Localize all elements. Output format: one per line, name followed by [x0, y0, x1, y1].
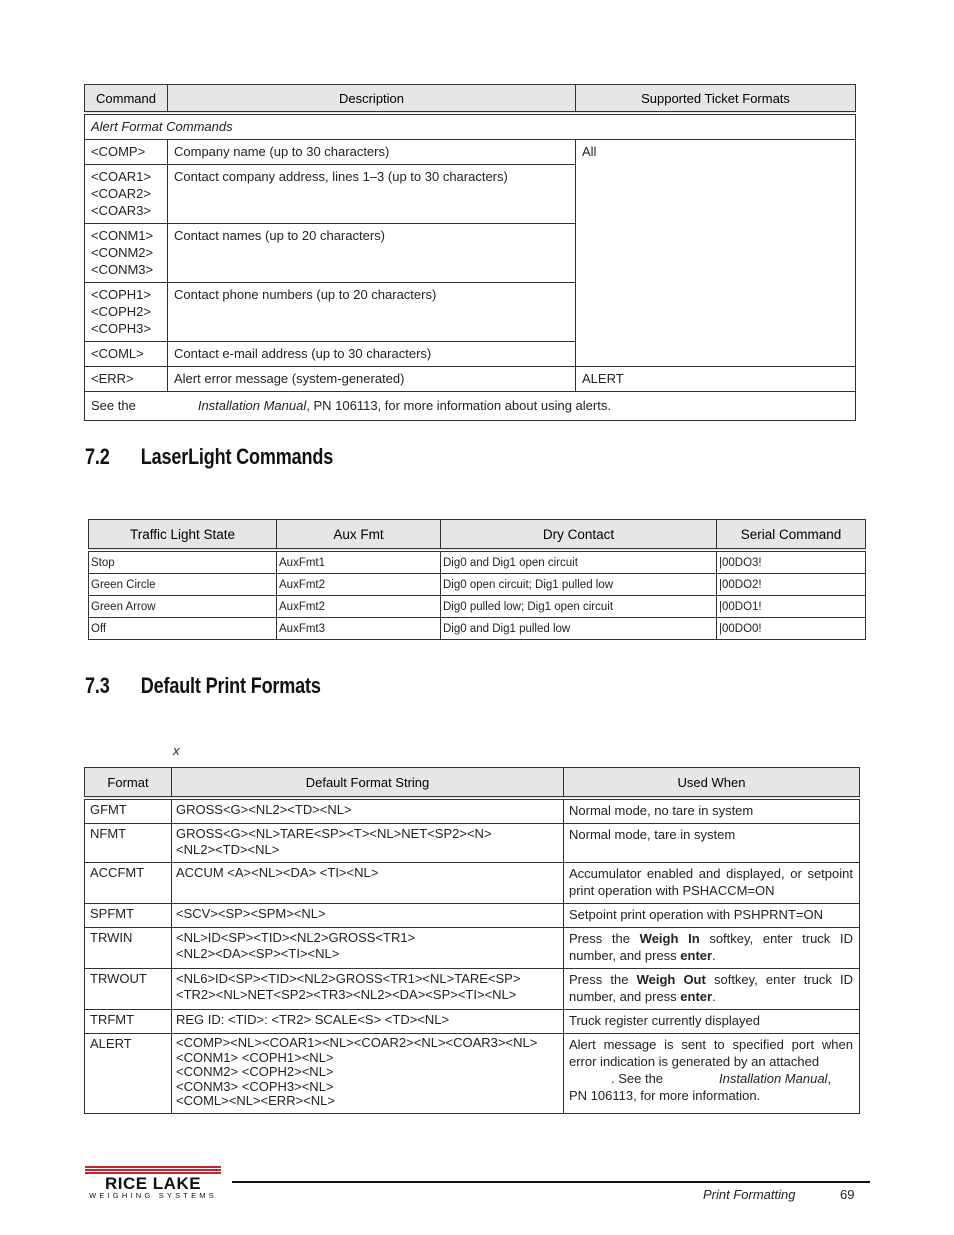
- command-cell: <CONM1> <CONM2> <CONM3>: [85, 224, 168, 283]
- traffic-state-cell: Green Circle: [89, 574, 277, 596]
- format-cell: GFMT: [85, 798, 172, 824]
- table-row: [85, 1010, 860, 1034]
- description-cell: Contact company address, lines 1–3 (up to 30 characters): [168, 165, 576, 224]
- description-cell: Alert error message (system-generated): [168, 367, 576, 392]
- table-row: [89, 618, 866, 640]
- dry-contact-cell: Dig0 open circuit; Dig1 pulled low: [441, 574, 717, 596]
- traffic-state-cell: Stop: [89, 550, 277, 574]
- format-cell: TRWIN: [85, 928, 172, 969]
- description-cell: Company name (up to 30 characters): [168, 140, 576, 165]
- table-row: [85, 904, 860, 928]
- format-string-cell: <SCV><SP><SPM><NL>: [172, 904, 564, 928]
- table-row: [85, 969, 860, 1010]
- column-header: Supported Ticket Formats: [576, 85, 856, 114]
- key-name: enter: [680, 989, 713, 1004]
- used-text: Press the: [569, 931, 640, 946]
- aux-fmt-cell: AuxFmt2: [277, 574, 441, 596]
- used-text: softkey, enter truck ID number, and press: [569, 931, 853, 963]
- used-when-cell: [564, 928, 860, 969]
- format-cell: SPFMT: [85, 904, 172, 928]
- format-cell: ACCFMT: [85, 863, 172, 904]
- used-when-cell: [564, 969, 860, 1010]
- traffic-state-cell: Green Arrow: [89, 596, 277, 618]
- table-row: [85, 367, 856, 392]
- section-title: LaserLight Commands: [140, 444, 334, 469]
- column-header: Format: [85, 768, 172, 799]
- serial-command-cell: |00DO3!: [717, 550, 866, 574]
- used-text: Press the: [569, 972, 637, 987]
- note-cell: [85, 392, 856, 421]
- format-cell: TRFMT: [85, 1010, 172, 1034]
- formats-cell: ALERT: [576, 367, 856, 392]
- used-text: softkey, enter truck ID number, and press: [569, 972, 853, 1004]
- table-row: [89, 596, 866, 618]
- table-row: [85, 798, 860, 824]
- column-header: Aux Fmt: [277, 520, 441, 551]
- manual-title: Installation Manual: [197, 398, 307, 413]
- table-row: [89, 574, 866, 596]
- used-when-cell: Truck register currently displayed: [564, 1010, 860, 1034]
- section-number: 7.3: [85, 673, 110, 698]
- column-header: Command: [85, 85, 168, 114]
- section-heading-7-2: [85, 444, 333, 470]
- dry-contact-cell: Dig0 and Dig1 open circuit: [441, 550, 717, 574]
- table-row: [85, 824, 860, 863]
- key-name: enter: [680, 948, 713, 963]
- command-cell: <COMP>: [85, 140, 168, 165]
- formats-cell: All: [576, 140, 856, 367]
- logo-stripe: [85, 1169, 221, 1171]
- logo-stripe: [85, 1166, 221, 1168]
- logo-text: RICE LAKE: [104, 1174, 202, 1193]
- format-string-cell: <COMP><NL><COAR1><NL><COAR2><NL><COAR3><NL> <CONM1> <COPH1><NL> <CONM2> <COPH2><NL> <CONM3> <COPH3><NL> <COML><NL><ERR><NL>: [172, 1034, 564, 1114]
- column-header: Description: [168, 85, 576, 114]
- description-cell: Contact names (up to 20 characters): [168, 224, 576, 283]
- used-text: PN 106113, for more information.: [569, 1088, 761, 1103]
- used-when-cell: Setpoint print operation with PSHPRNT=ON: [564, 904, 860, 928]
- softkey-name: Weigh Out: [636, 972, 706, 987]
- column-header: Dry Contact: [441, 520, 717, 551]
- column-header: Default Format String: [172, 768, 564, 799]
- format-string-cell: REG ID: <TID>: <TR2> SCALE<S> <TD><NL>: [172, 1010, 564, 1034]
- rice-lake-logo: [85, 1166, 221, 1200]
- aux-fmt-cell: AuxFmt3: [277, 618, 441, 640]
- softkey-name: Weigh In: [639, 931, 700, 946]
- footer-section-title: Print Formatting: [703, 1187, 796, 1202]
- dry-contact-cell: Dig0 and Dig1 pulled low: [441, 618, 717, 640]
- serial-command-cell: |00DO1!: [717, 596, 866, 618]
- table-row: [85, 140, 856, 165]
- format-string-cell: ACCUM <A><NL><DA> <TI><NL>: [172, 863, 564, 904]
- serial-command-cell: |00DO2!: [717, 574, 866, 596]
- used-when-cell: Normal mode, no tare in system: [564, 798, 860, 824]
- format-string-cell: <NL6>ID<SP><TID><NL2>GROSS<TR1><NL>TARE<SP> <TR2><NL>NET<SP2><TR3><NL2><DA><SP><TI><NL>: [172, 969, 564, 1010]
- table-row: [89, 550, 866, 574]
- aux-fmt-cell: AuxFmt2: [277, 596, 441, 618]
- used-text: Alert message is sent to specified port when error indication is generated by an attached: [569, 1037, 853, 1069]
- manual-title: Installation Manual: [719, 1071, 828, 1086]
- section-number: 7.2: [85, 444, 110, 469]
- aux-fmt-cell: AuxFmt1: [277, 550, 441, 574]
- format-string-cell: GROSS<G><NL2><TD><NL>: [172, 798, 564, 824]
- traffic-state-cell: Off: [89, 618, 277, 640]
- default-formats-table: [84, 767, 860, 1114]
- table-header-row: [85, 768, 860, 799]
- table-header-row: [85, 85, 856, 114]
- used-text: .: [712, 948, 716, 963]
- format-string-cell: <NL>ID<SP><TID><NL2>GROSS<TR1> <NL2><DA><SP><TI><NL>: [172, 928, 564, 969]
- table-row: [85, 1034, 860, 1114]
- format-cell: TRWOUT: [85, 969, 172, 1010]
- page-number: 69: [840, 1187, 855, 1202]
- command-cell: <COPH1> <COPH2> <COPH3>: [85, 283, 168, 342]
- table-row: [85, 863, 860, 904]
- serial-command-cell: |00DO0!: [717, 618, 866, 640]
- command-cell: <COML>: [85, 342, 168, 367]
- note-suffix: , PN 106113, for more information about using alerts.: [306, 398, 611, 413]
- section-title: Default Print Formats: [140, 673, 321, 698]
- logo-subtext: WEIGHING SYSTEMS: [89, 1191, 217, 1200]
- italic-x: x: [173, 743, 180, 758]
- column-header: Used When: [564, 768, 860, 799]
- used-text: . See the: [611, 1071, 664, 1086]
- description-cell: Contact phone numbers (up to 20 characters): [168, 283, 576, 342]
- used-when-cell: Normal mode, tare in system: [564, 824, 860, 863]
- footer-rule: [232, 1181, 870, 1183]
- note-prefix: See the: [91, 398, 136, 413]
- table-header-row: [89, 520, 866, 551]
- used-when-cell: Accumulator enabled and displayed, or setpoint print operation with PSHACCM=ON: [564, 863, 860, 904]
- format-cell: NFMT: [85, 824, 172, 863]
- table-row: [85, 928, 860, 969]
- section-heading-7-3: [85, 673, 321, 699]
- command-cell: <COAR1> <COAR2> <COAR3>: [85, 165, 168, 224]
- dry-contact-cell: Dig0 pulled low; Dig1 open circuit: [441, 596, 717, 618]
- description-cell: Contact e-mail address (up to 30 characters): [168, 342, 576, 367]
- section-row: [85, 113, 856, 140]
- column-header: Serial Command: [717, 520, 866, 551]
- laserlight-table: [88, 519, 866, 640]
- used-text: .: [712, 989, 716, 1004]
- note-row: [85, 392, 856, 421]
- column-header: Traffic Light State: [89, 520, 277, 551]
- format-cell: ALERT: [85, 1034, 172, 1114]
- section-label: Alert Format Commands: [85, 113, 856, 140]
- command-cell: <ERR>: [85, 367, 168, 392]
- alert-commands-table: [84, 84, 856, 421]
- used-when-cell: Alert message is sent to specified port when error indication is generated by an attached . See the Installation Manual, PN 106113, for more information.: [564, 1034, 860, 1114]
- format-string-cell: GROSS<G><NL>TARE<SP><T><NL>NET<SP2><N> <NL2><TD><NL>: [172, 824, 564, 863]
